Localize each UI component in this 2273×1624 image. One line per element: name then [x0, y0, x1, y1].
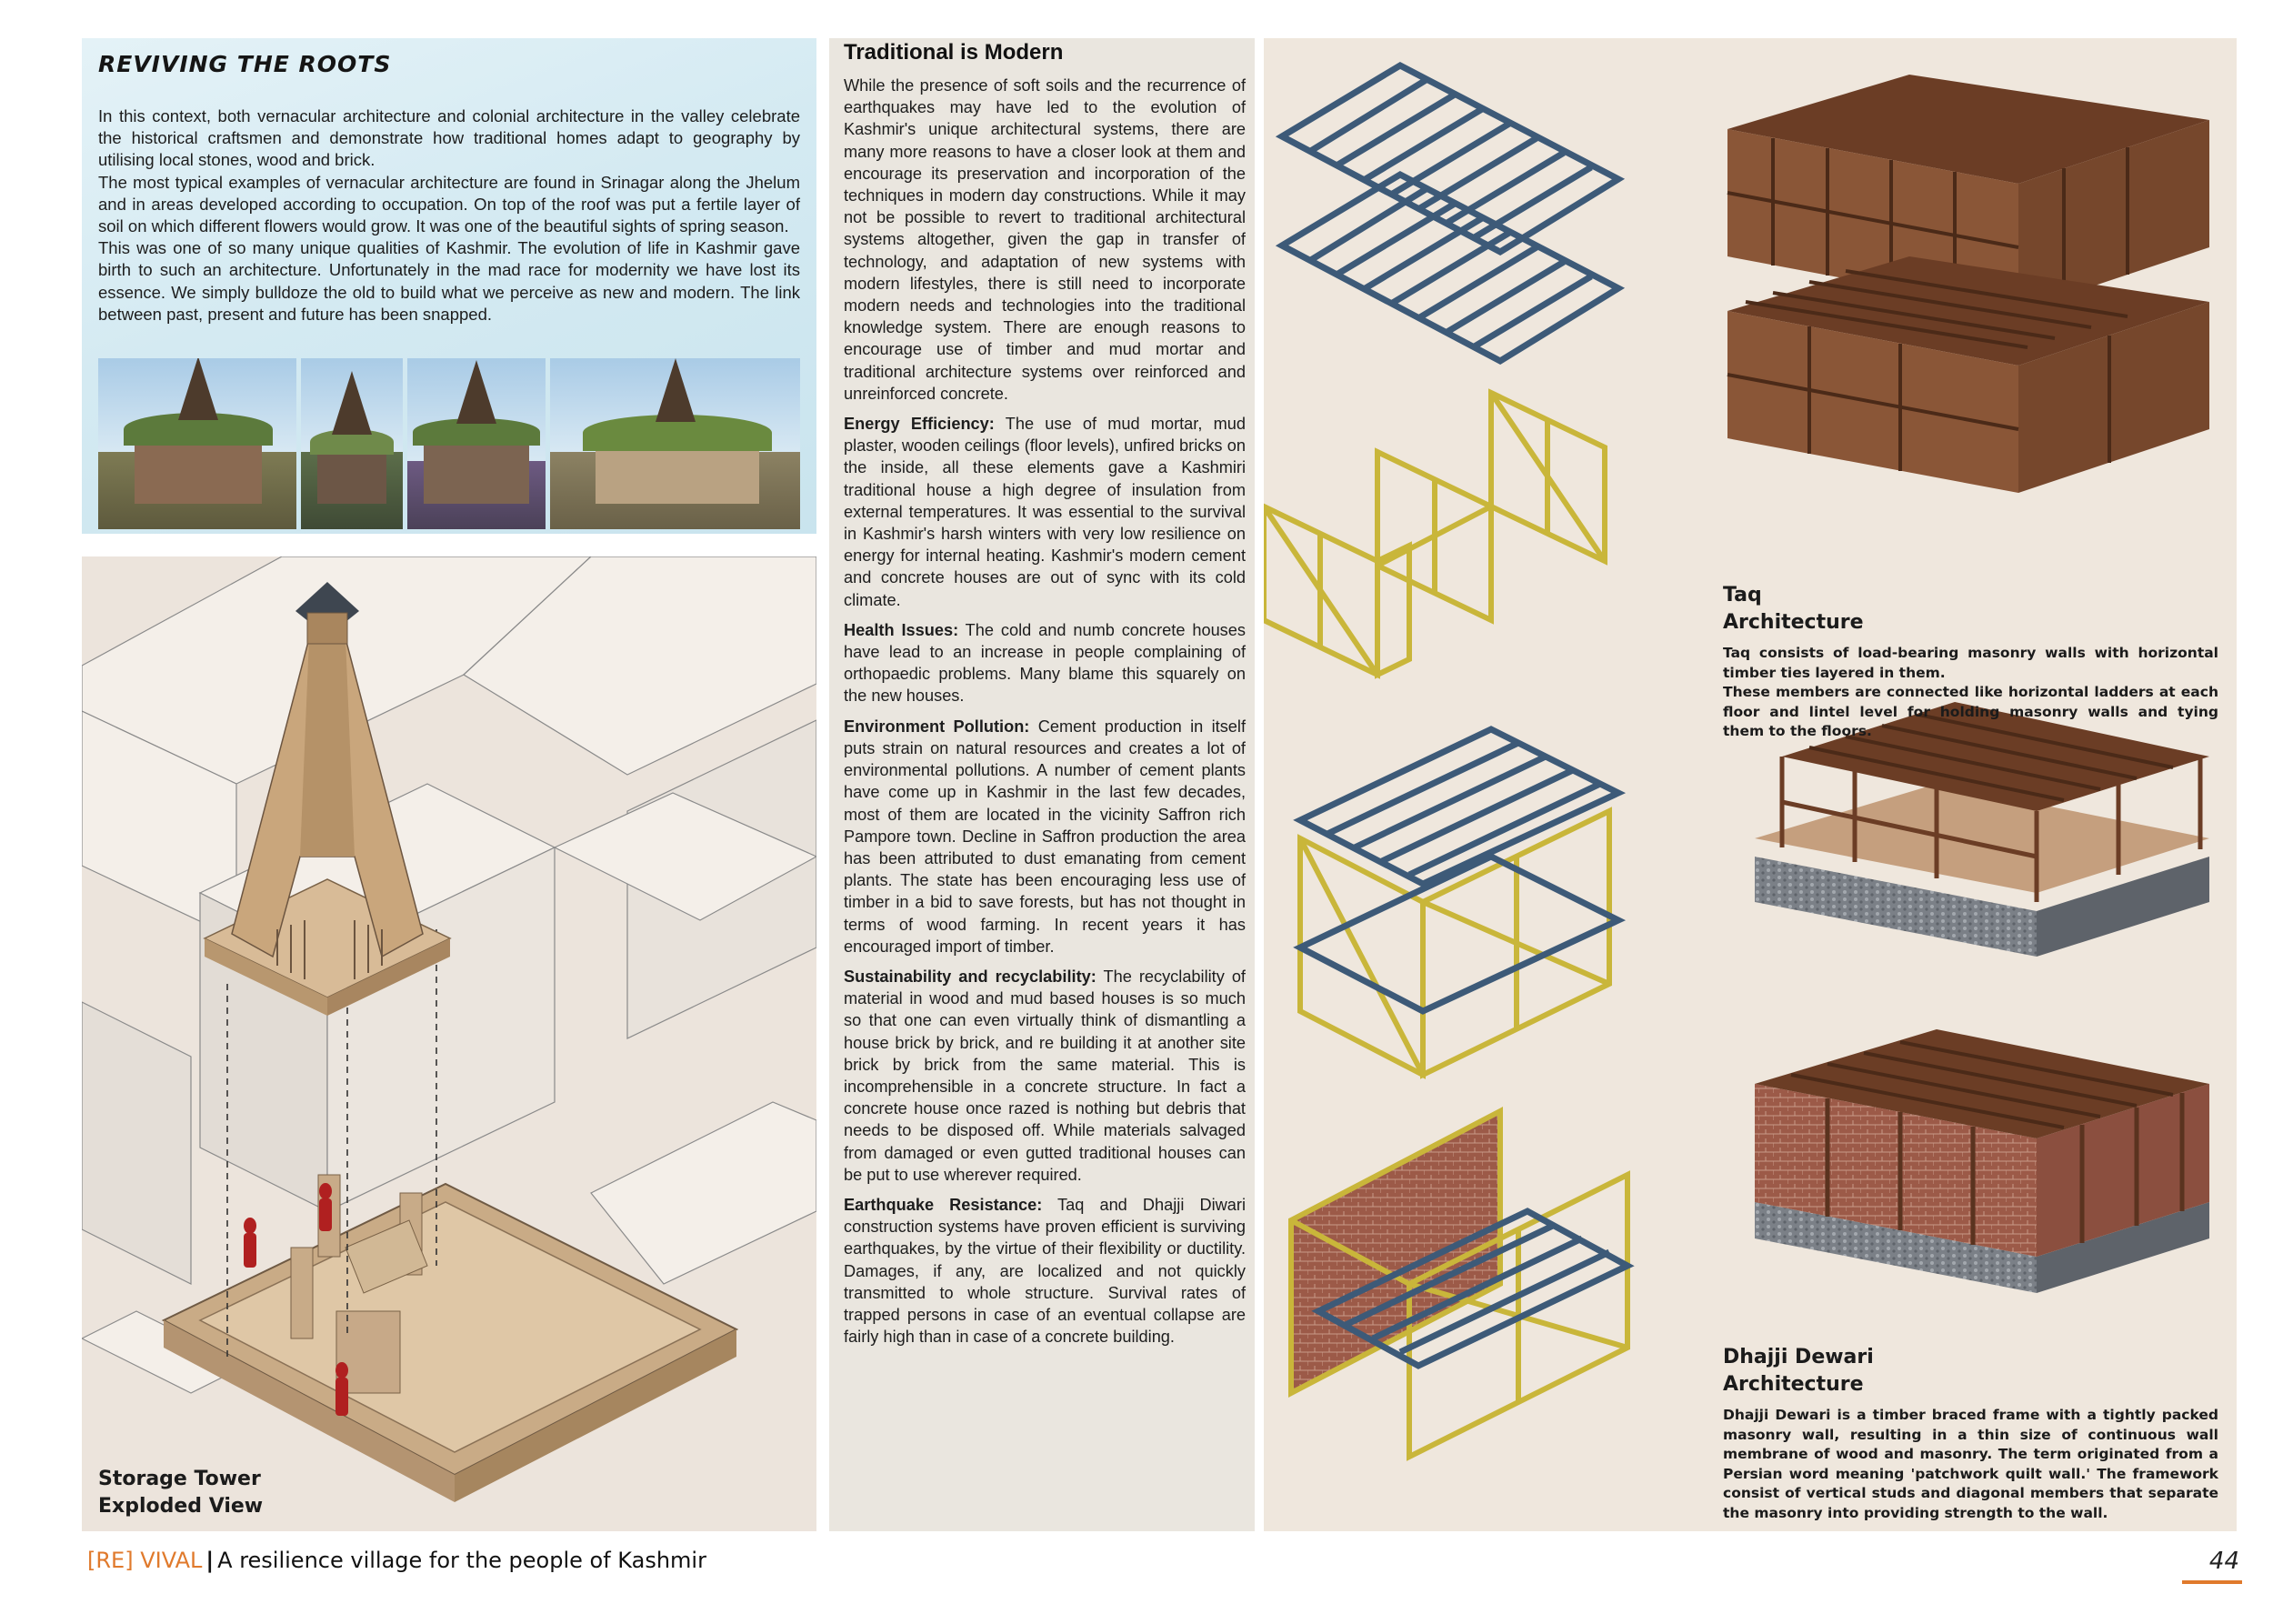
taq-caption: [1723, 582, 2218, 742]
storage-tower-panel: [82, 556, 816, 1531]
footer-separator: |: [205, 1548, 215, 1573]
article-intro: While the presence of soft soils and the recurrence of earthquakes may have led to the evolution of Kashmir's unique architectural systems, there are many more reasons to have a closer look at them and encourage its preservation and incorporation of the techniques in modern day constructions. While it may not be possible to revert to traditional architectural systems altogether, given the gap in transfer of technology, and adaptation of new systems with modern lifestyles, there is still need to incorporate modern needs and technologies into the traditional knowledge system. There are enough reasons to encourage use of timber and mud mortar and traditional architecture systems over reinforced and unreinforced concrete.: [844, 76, 1246, 403]
reviving-paragraph-1: In this context, both vernacular architecture and colonial architecture in the valley celebrate the historical craftsmen and demonstrate how traditional homes adapt to geography by utilising local stones, wood and brick.: [98, 106, 800, 170]
construction-diagrams-panel: [1264, 38, 2237, 1531]
section-sustainability: [844, 966, 1246, 1186]
article-heading: Traditional is Modern: [844, 40, 1064, 65]
blue-timber-grid-upper: [1282, 65, 1618, 252]
blue-timber-grid-lower: [1282, 175, 1618, 361]
article-column: [829, 38, 1255, 1531]
dhajji-title-line-2: Architecture: [1723, 1373, 1864, 1396]
tower-caption-line-1: Storage Tower: [98, 1468, 261, 1490]
dhajji-title-line-1: Dhajji Dewari: [1723, 1346, 1874, 1368]
tower-caption-line-2: Exploded View: [98, 1495, 264, 1518]
section-earthquake-title: Earthquake Resistance:: [844, 1195, 1043, 1214]
reviving-paragraph-3: This was one of so many unique qualities of Kashmir. The evolution of life in Kashmir gave birth to such an architecture. Unfortunately in the mad race for modernity we have lost its essence. We simply bulldoze the old to build what we perceive as new and modern. The link between past, present and future has been snapped.: [98, 238, 800, 324]
section-sustainability-text: The recyclability of material in wood and mud based houses is so much so that one can even virtually think of dismantling a house brick by brick, and re building it at another site brick by brick from the same material. This is incomprehensible in a concrete structure. In fact a concrete house once razed is nothing but debris that needs to be disposed off. While materials salvaged from damaged or even gutted traditional houses can be put to use wherever required.: [844, 967, 1246, 1184]
combined-frame-brick: [1291, 1111, 1627, 1457]
section-pollution-title: Environment Pollution:: [844, 717, 1030, 736]
section-earthquake: [844, 1194, 1246, 1348]
section-health-title: Health Issues:: [844, 620, 959, 639]
heritage-photo-4: [550, 358, 800, 529]
taq-house-2: [1727, 256, 2209, 493]
reviving-paragraph-2: The most typical examples of vernacular architecture are found in Srinagar along the Jhelum and in areas developed according to occupation. On top of the roof was put a fertile layer of soil on which different flowers would grow. It was one of the beautiful sights of spring season.: [98, 172, 800, 236]
section-earthquake-text: Taq and Dhajji Diwari construction systems have proven efficient is surviving earthquakes, by the virtue of their flexibility or ductility. Damages, if any, are localized and not quickly transmitted to whole structure. Survival rates of trapped persons in case of an eventual collapse are fairly high than in case of a concrete building.: [844, 1195, 1246, 1347]
taq-title-line-1: Taq: [1723, 584, 1762, 606]
combined-frame-1: [1300, 729, 1618, 1075]
storage-tower-illustration: [82, 556, 816, 1531]
yellow-braced-frames: [1264, 393, 1605, 675]
dhajji-house-2: [1755, 1029, 2209, 1293]
section-energy-title: Energy Efficiency:: [844, 415, 995, 434]
footer: [87, 1548, 706, 1573]
footer-subtitle: A resilience village for the people of Kashmir: [217, 1548, 706, 1573]
dhajji-description: Dhajji Dewari is a timber braced frame with a tightly packed masonry wall, resulting in a thin size of continuous wall membrane of wood and masonry. The term originated from a Persian word meaning 'patchwork quilt wall.' The framework consist of vertical studs and diagonal members that separate the masonry into providing strength to the wall.: [1723, 1407, 2218, 1521]
section-pollution-text: Cement production in itself puts strain on natural resources and creates a lot of environmental pollutions. A number of cement plants have come up in Kashmir in the last few decades, most of them are located in the vicinity Saffron rich Pampore town. Decline in Saffron production the area has been attributed to dust emanating from cement plants. The state has been encouraging less use of timber in a bid to save forests, but has not thought in terms of wood farming. In recent years it has encouraged import of timber.: [844, 717, 1246, 956]
taq-description-2: These members are connected like horizontal ladders at each floor and lintel level for holding masonry walls and tying them to the floors.: [1723, 684, 2218, 739]
construction-diagrams: [1264, 38, 2237, 1531]
taq-description-1: Taq consists of load-bearing masonry walls with horizontal timber ties layered in them.: [1723, 645, 2218, 681]
section-pollution: [844, 716, 1246, 957]
section-health: [844, 619, 1246, 707]
section-energy-text: The use of mud mortar, mud plaster, wooden ceilings (floor levels), unfired bricks on the inside, all these elements gave a Kashmiri traditional house a high degree of insulation from external temperatures. It was essential to the survival in Kashmir's harsh winters with very low resilience on energy for internal heating. Kashmir's modern cement and concrete houses are out of sync with its cold climate.: [844, 415, 1246, 609]
taq-title-line-2: Architecture: [1723, 611, 1864, 634]
heritage-photo-2: [301, 358, 403, 529]
tower-caption: [98, 1466, 263, 1520]
section-sustainability-title: Sustainability and recyclability:: [844, 967, 1096, 986]
article-body: [844, 75, 1246, 1356]
dhajji-caption: [1723, 1344, 2218, 1523]
heritage-photo-3: [407, 358, 546, 529]
section-energy: [844, 413, 1246, 611]
reviving-title: REVIVING THE ROOTS: [98, 51, 392, 77]
footer-brand: [RE] VIVAL: [87, 1548, 203, 1573]
page-number: 44: [2208, 1548, 2239, 1575]
section-health-text: The cold and numb concrete houses have lead to an increase in people complaining of orthopaedic problems. Many blame this squarely on the new houses.: [844, 620, 1246, 706]
taq-description: [1723, 644, 2218, 742]
reviving-text: [98, 105, 800, 326]
reviving-roots-panel: [82, 38, 816, 534]
heritage-photo-1: [98, 358, 296, 529]
page-number-underline: [2182, 1580, 2242, 1584]
